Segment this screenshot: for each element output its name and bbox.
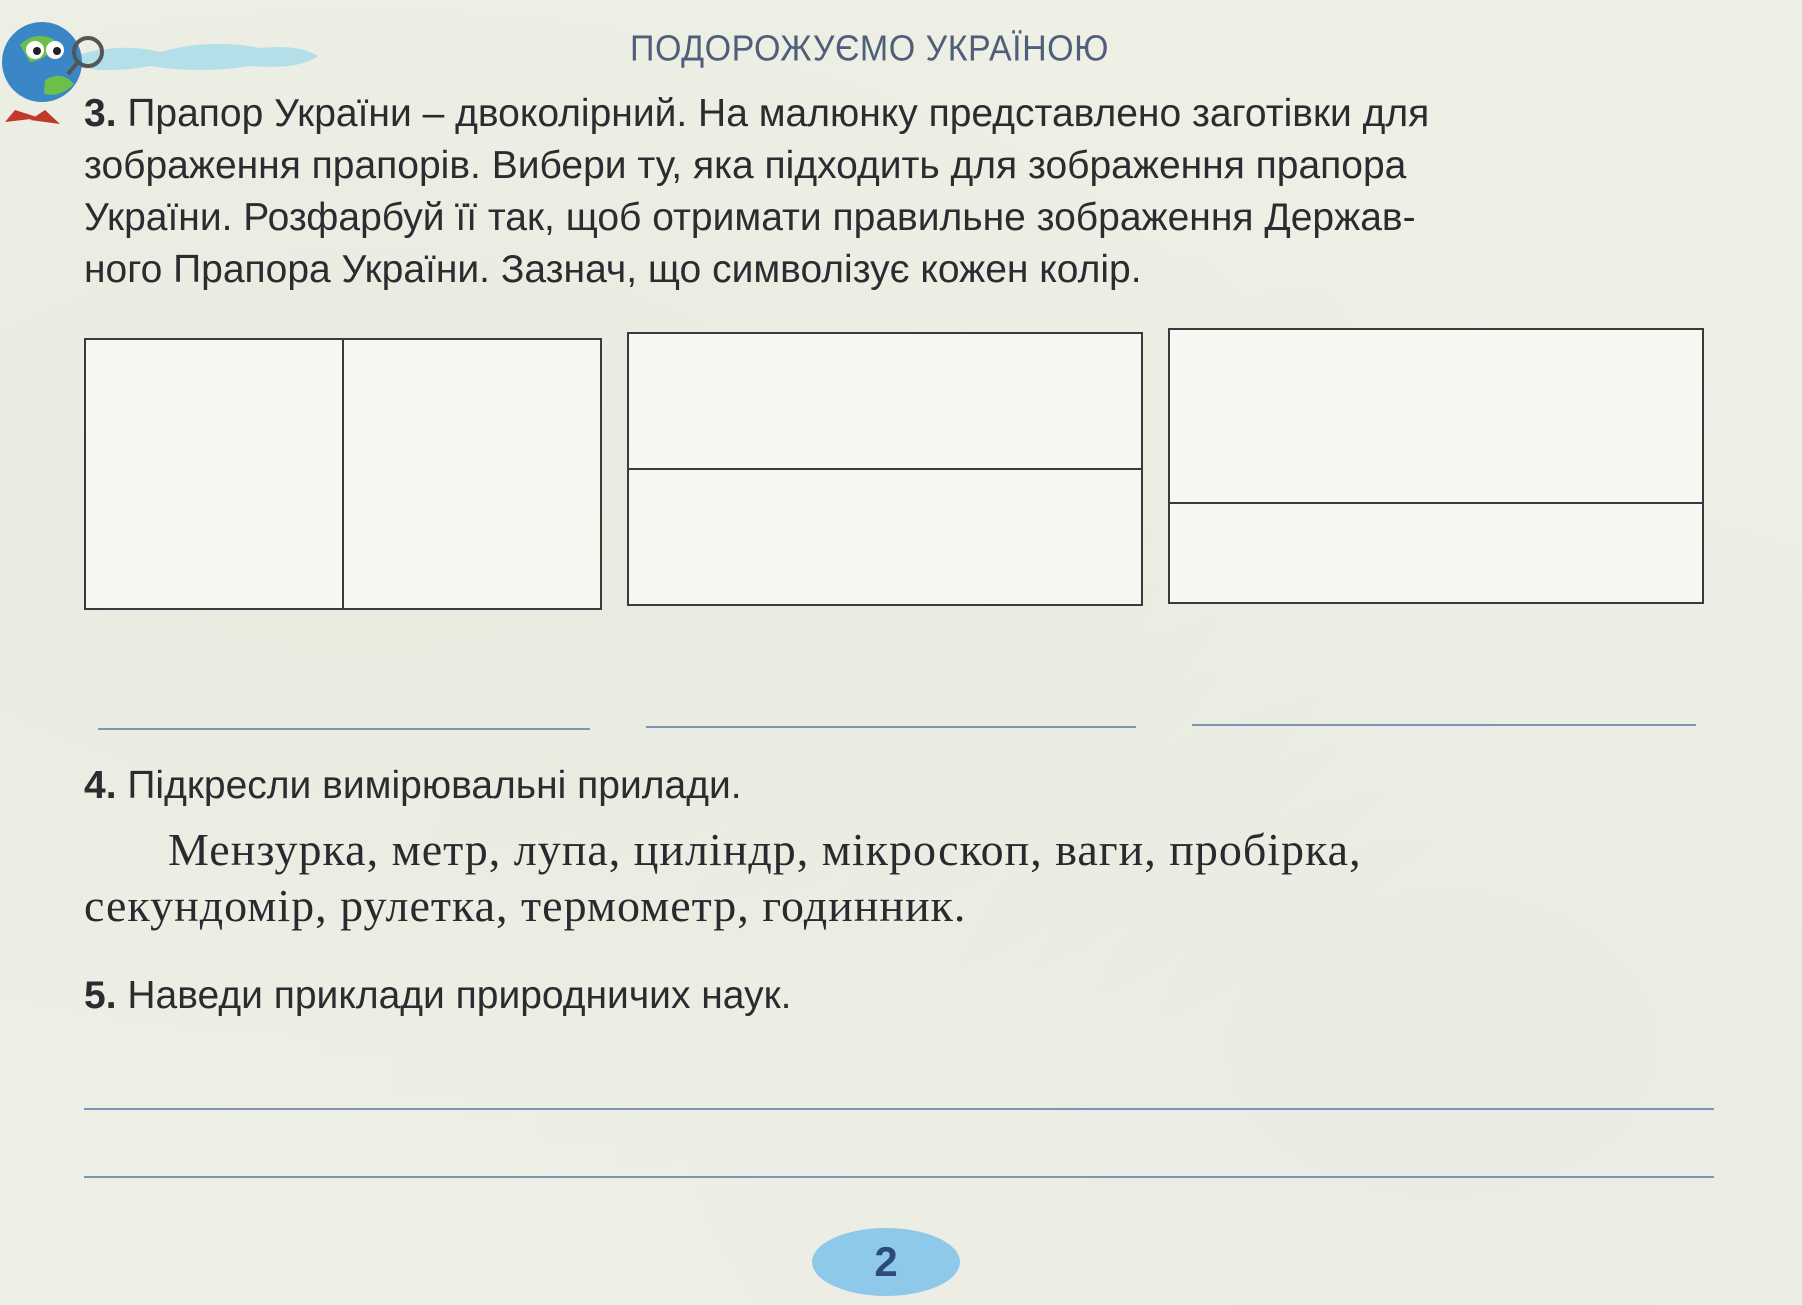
task-3 xyxy=(84,88,1704,296)
flag-divider-vertical xyxy=(342,340,344,608)
page-header-title: ПОДОРОЖУЄМО УКРАЇНОЮ xyxy=(630,29,1109,69)
task-3-number: 3. xyxy=(84,92,117,135)
task-5 xyxy=(84,970,791,1022)
flag-template-vertical-split[interactable] xyxy=(84,338,602,610)
flag-divider-horizontal-low xyxy=(1170,502,1702,504)
answer-line-flag-2[interactable] xyxy=(646,726,1136,728)
flag-template-unequal-horizontal[interactable] xyxy=(1168,328,1704,604)
answer-line-task-5-1[interactable] xyxy=(84,1108,1714,1110)
task-3-text-line-1: Прапор України – двоколірний. На малюнку представлено заготівки для xyxy=(127,92,1430,135)
tools-line-2[interactable]: секундомір, рулетка, термометр, годинник. xyxy=(84,880,967,931)
task-3-line-3: України. Розфарбуй її так, щоб отримати правильне зображення Держав- xyxy=(84,196,1416,239)
task-3-line-4: ного Прапора України. Зазнач, що символізує кожен колір. xyxy=(84,248,1142,291)
task-5-number: 5. xyxy=(84,974,117,1017)
answer-line-task-5-2[interactable] xyxy=(84,1176,1714,1178)
flag-template-equal-horizontal[interactable] xyxy=(627,332,1143,606)
task-4-number: 4. xyxy=(84,764,117,807)
answer-line-flag-3[interactable] xyxy=(1192,724,1696,726)
task-3-line-1 xyxy=(84,88,1704,140)
page-number-badge xyxy=(812,1228,960,1296)
flag-divider-horizontal xyxy=(629,468,1141,470)
task-4-instruction: Підкресли вимірювальні прилади. xyxy=(127,764,742,807)
task-4 xyxy=(84,760,742,812)
task-5-instruction: Наведи приклади природничих наук. xyxy=(127,974,792,1017)
tools-line-1[interactable]: Мензурка, метр, лупа, циліндр, мікроскоп, ваги, пробірка, xyxy=(168,824,1362,875)
answer-line-flag-1[interactable] xyxy=(98,728,590,730)
measuring-tools-list xyxy=(84,822,1704,934)
task-3-line-2: зображення прапорів. Вибери ту, яка підходить для зображення прапора xyxy=(84,144,1407,187)
page-number: 2 xyxy=(874,1238,898,1285)
